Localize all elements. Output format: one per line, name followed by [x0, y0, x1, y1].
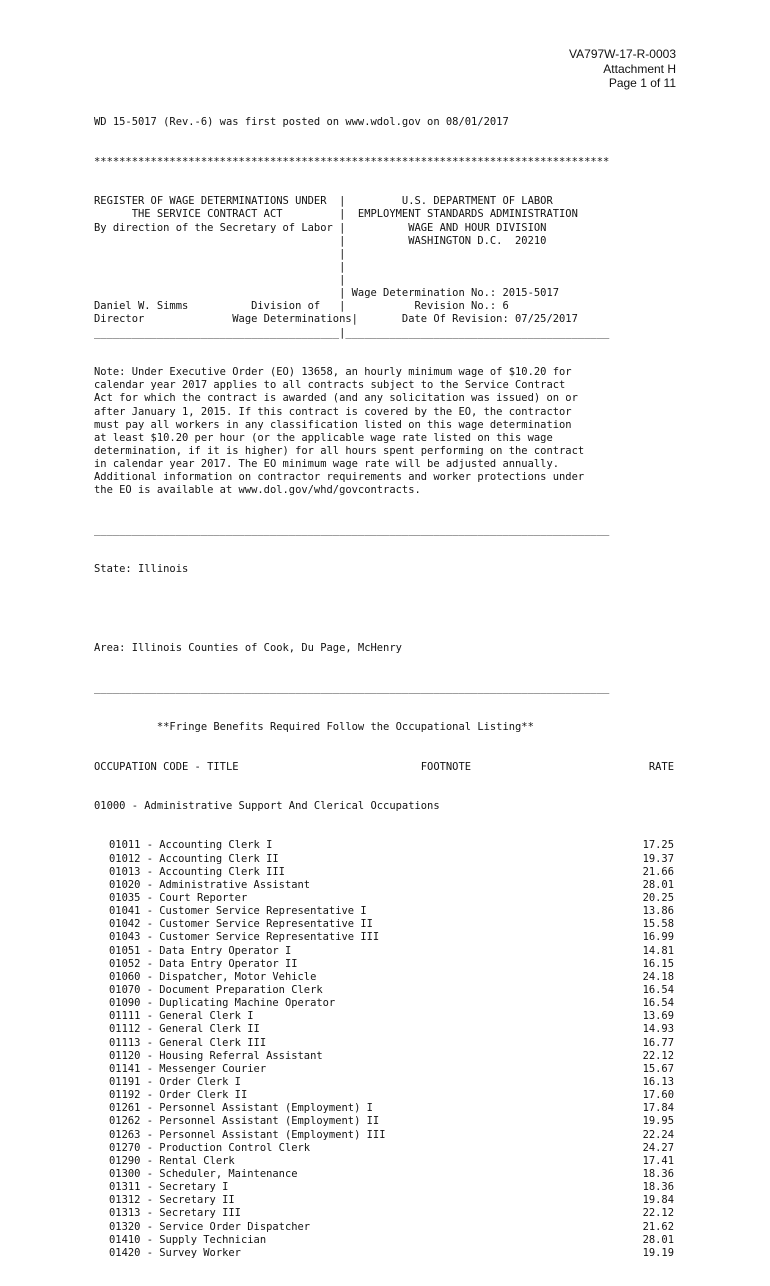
occupation-code-title: 01012 - Accounting Clerk II — [109, 852, 279, 865]
occupation-row — [94, 971, 674, 984]
occupation-row — [94, 1102, 674, 1115]
occupation-rate: 17.41 — [642, 1154, 674, 1167]
occupation-code-title: 01290 - Rental Clerk — [109, 1154, 235, 1167]
occupation-row — [94, 997, 674, 1010]
occupation-code-title: 01120 - Housing Referral Assistant — [109, 1049, 323, 1062]
occupation-code-title: 01013 - Accounting Clerk III — [109, 865, 285, 878]
occupation-row — [94, 1194, 674, 1207]
occupation-row — [94, 839, 674, 852]
occupation-code-title: 01263 - Personnel Assistant (Employment) III — [109, 1128, 386, 1141]
note-line: after January 1, 2015. If this contract is covered by the EO, the contractor — [94, 405, 572, 418]
occupation-code-title: 01041 - Customer Service Representative I — [109, 905, 367, 918]
occupation-row — [94, 1181, 674, 1194]
page-number: Page 1 of 11 — [608, 76, 676, 90]
occupation-rate: 18.36 — [642, 1167, 674, 1180]
occupation-code-title: 01090 - Duplicating Machine Operator — [109, 997, 336, 1010]
occupation-group-title: 01000 - Administrative Support And Clerical Occupations — [94, 799, 440, 812]
occupation-code-title: 01051 - Data Entry Operator I — [109, 944, 292, 957]
occupation-row — [94, 1037, 674, 1050]
register-line: | — [94, 274, 346, 287]
occupation-code-title: 01020 - Administrative Assistant — [109, 878, 311, 891]
occupation-row — [94, 905, 674, 918]
occupation-rate: 19.37 — [642, 852, 674, 865]
occupation-code-title: 01035 - Court Reporter — [109, 891, 248, 904]
occupation-code-title: 01141 - Messenger Courier — [109, 1062, 267, 1075]
wage-determination-body — [94, 90, 674, 1286]
occupation-code-title: 01311 - Secretary I — [109, 1181, 229, 1194]
page-header — [569, 47, 676, 91]
occupation-row — [94, 1129, 674, 1142]
occupation-code-title: 01420 - Survey Worker — [109, 1246, 241, 1259]
occupation-row — [94, 1234, 674, 1247]
note-line: Note: Under Executive Order (EO) 13658, an hourly minimum wage of $10.20 for — [94, 366, 572, 379]
register-line: REGISTER OF WAGE DETERMINATIONS UNDER | U.S. DEPARTMENT OF LABOR — [94, 195, 553, 208]
register-line: | — [94, 260, 346, 273]
occupation-code-title: 01112 - General Clerk II — [109, 1023, 260, 1036]
attachment-label: Attachment H — [603, 61, 676, 76]
occupation-rate: 22.24 — [642, 1128, 674, 1141]
occupation-rate: 15.58 — [642, 918, 674, 931]
occupation-code-title: 01313 - Secretary III — [109, 1207, 241, 1220]
rule-divider: __________________________________________________________________________________ — [94, 523, 610, 536]
occupation-code-title: 01312 - Secretary II — [109, 1194, 235, 1207]
occupation-rate: 22.12 — [642, 1049, 674, 1062]
occupation-rate: 16.99 — [642, 931, 674, 944]
register-line: _______________________________________|__________________________________________ — [94, 326, 610, 339]
asterisk-divider: ********************************************************************************** — [94, 155, 610, 168]
occupation-row — [94, 866, 674, 879]
column-headers — [94, 761, 674, 774]
occupation-rate: 24.27 — [642, 1141, 674, 1154]
occupation-rate: 14.81 — [642, 944, 674, 957]
register-line: By direction of the Secretary of Labor | WAGE AND HOUR DIVISION — [94, 221, 547, 234]
register-line: Daniel W. Simms Division of | Revision No.: 6 — [94, 300, 509, 313]
register-line: Director Wage Determinations| Date Of Revision: 07/25/2017 — [94, 313, 578, 326]
state-line: State: Illinois — [94, 563, 189, 576]
occupation-rate: 20.25 — [642, 891, 674, 904]
occupation-rate: 13.86 — [642, 905, 674, 918]
register-line: | — [94, 247, 346, 260]
rate-header: RATE — [648, 760, 674, 773]
note-line: the EO is available at www.dol.gov/whd/govcontracts. — [94, 484, 421, 497]
blank-line — [94, 603, 674, 616]
occupation-code-title: 01261 - Personnel Assistant (Employment) I — [109, 1102, 373, 1115]
occupation-rate: 17.84 — [642, 1102, 674, 1115]
occupation-row — [94, 1063, 674, 1076]
occupation-row — [94, 918, 674, 931]
occupation-row — [94, 1023, 674, 1036]
occupation-code-title: 01320 - Service Order Dispatcher — [109, 1220, 311, 1233]
occupation-rate: 14.93 — [642, 1023, 674, 1036]
occupation-row — [94, 1089, 674, 1102]
occupation-rate: 16.54 — [642, 997, 674, 1010]
register-line: | WASHINGTON D.C. 20210 — [94, 234, 547, 247]
occupation-rate: 24.18 — [642, 970, 674, 983]
occupation-row — [94, 892, 674, 905]
occupation-row — [94, 1221, 674, 1234]
occupation-row — [94, 1247, 674, 1260]
occupation-row — [94, 1076, 674, 1089]
occupation-code-title: 01192 - Order Clerk II — [109, 1089, 248, 1102]
occupation-rate: 13.69 — [642, 1010, 674, 1023]
occupation-row — [94, 1207, 674, 1220]
occupation-row — [94, 879, 674, 892]
note-line: at least $10.20 per hour (or the applicable wage rate listed on this wage — [94, 431, 553, 444]
occupation-row — [94, 984, 674, 997]
occupation-list — [94, 839, 674, 1260]
register-block — [94, 195, 674, 340]
occupation-code-title: 01270 - Production Control Clerk — [109, 1141, 311, 1154]
occupation-row — [94, 1155, 674, 1168]
occupation-rate: 17.25 — [642, 839, 674, 852]
occupation-code-title: 01262 - Personnel Assistant (Employment) II — [109, 1115, 380, 1128]
occupation-code-title: 01111 - General Clerk I — [109, 1010, 254, 1023]
occupation-row — [94, 958, 674, 971]
occupation-code-title: 01043 - Customer Service Representative III — [109, 931, 380, 944]
occupation-row — [94, 1142, 674, 1155]
occupation-rate: 19.19 — [642, 1246, 674, 1259]
occupation-rate: 16.77 — [642, 1036, 674, 1049]
eo-note — [94, 366, 674, 497]
occupation-code-title: 01060 - Dispatcher, Motor Vehicle — [109, 970, 317, 983]
occupation-row — [94, 1115, 674, 1128]
occupation-rate: 18.36 — [642, 1181, 674, 1194]
occupation-code-title: 01410 - Supply Technician — [109, 1233, 267, 1246]
note-line: in calendar year 2017. The EO minimum wage rate will be adjusted annually. — [94, 458, 560, 471]
register-line: THE SERVICE CONTRACT ACT | EMPLOYMENT STANDARDS ADMINISTRATION — [94, 208, 578, 221]
occupation-row — [94, 1010, 674, 1023]
register-line: | Wage Determination No.: 2015-5017 — [94, 287, 560, 300]
posted-line: WD 15-5017 (Rev.-6) was first posted on www.wdol.gov on 08/01/2017 — [94, 116, 509, 129]
occupation-rate: 22.12 — [642, 1207, 674, 1220]
occupation-rate: 21.66 — [642, 865, 674, 878]
occupation-code-title: 01191 - Order Clerk I — [109, 1075, 241, 1088]
note-line: Act for which the contract is awarded (and any solicitation was issued) on or — [94, 392, 578, 405]
occupation-code-title: 01300 - Scheduler, Maintenance — [109, 1167, 298, 1180]
occupation-row — [94, 945, 674, 958]
occupation-rate: 15.67 — [642, 1062, 674, 1075]
note-line: Additional information on contractor requirements and worker protections under — [94, 471, 585, 484]
occupation-code-title: 01042 - Customer Service Representative II — [109, 918, 373, 931]
occupation-code-title: 01052 - Data Entry Operator II — [109, 957, 298, 970]
occupation-row — [94, 1168, 674, 1181]
occupation-row — [94, 931, 674, 944]
occupation-rate: 16.15 — [642, 957, 674, 970]
occupation-rate: 19.84 — [642, 1194, 674, 1207]
fringe-benefits-line: **Fringe Benefits Required Follow the Occupational Listing** — [94, 721, 534, 734]
occupation-code-title: 01011 - Accounting Clerk I — [109, 839, 273, 852]
occupation-row — [94, 1050, 674, 1063]
document-id: VA797W-17-R-0003 — [569, 47, 676, 61]
occupation-code-title: 01113 - General Clerk III — [109, 1036, 267, 1049]
note-line: determination, if it is higher) for all hours spent performing on the contract — [94, 444, 585, 457]
occupation-row — [94, 853, 674, 866]
area-line: Area: Illinois Counties of Cook, Du Page, McHenry — [94, 642, 402, 655]
occupation-rate: 16.13 — [642, 1075, 674, 1088]
occupation-rate: 28.01 — [642, 1233, 674, 1246]
rule-divider: __________________________________________________________________________________ — [94, 681, 610, 694]
occupation-rate: 16.54 — [642, 983, 674, 996]
note-line: calendar year 2017 applies to all contracts subject to the Service Contract — [94, 379, 566, 392]
occupation-rate: 17.60 — [642, 1089, 674, 1102]
occupation-rate: 21.62 — [642, 1220, 674, 1233]
occupation-footnote-header: OCCUPATION CODE - TITLE FOOTNOTE — [94, 760, 472, 773]
note-line: must pay all workers in any classification listed on this wage determination — [94, 418, 572, 431]
occupation-rate: 28.01 — [642, 878, 674, 891]
occupation-rate: 19.95 — [642, 1115, 674, 1128]
occupation-code-title: 01070 - Document Preparation Clerk — [109, 983, 323, 996]
